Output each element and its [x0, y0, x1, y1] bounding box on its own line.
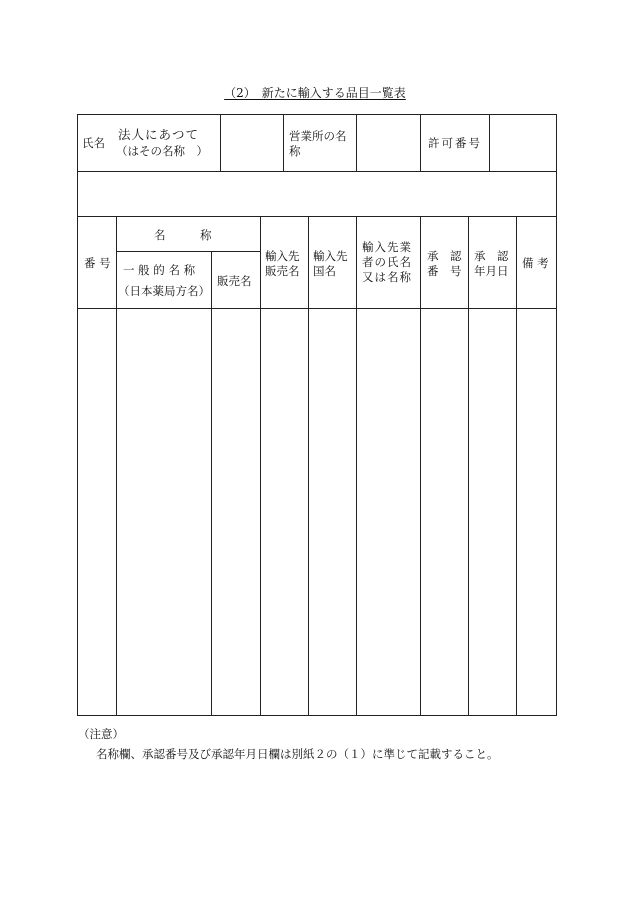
import-sales-name-header: 輸入先	[265, 249, 300, 263]
column-divider	[116, 216, 117, 716]
approval-date-header-cont: 年月日	[474, 264, 509, 278]
table-bottom-border	[77, 715, 557, 716]
page-title: （2） 新たに輸入する品目一覧表	[224, 86, 406, 100]
import-country-header-cont: 国名	[313, 264, 336, 278]
approval-number-header-cont: 番 号	[427, 264, 462, 278]
notes-heading: （注意）	[78, 727, 124, 741]
approval-date-header: 承 認	[474, 249, 509, 263]
office-name-label: 営業所の名	[289, 129, 347, 143]
column-divider	[260, 216, 261, 716]
approval-number-header: 承 認	[427, 249, 462, 263]
column-divider	[211, 251, 212, 716]
row-divider	[77, 216, 557, 217]
table-top-border	[77, 114, 557, 115]
table-left-border	[77, 114, 78, 716]
header-cell-divider	[420, 114, 421, 171]
name-group-divider	[116, 251, 260, 252]
column-divider	[308, 216, 309, 716]
notes-body: 名称欄、承認番号及び承認年月日欄は別紙２の（１）に準じて記載すること。	[96, 747, 499, 761]
importer-name-header-cont2: 又は名称	[362, 270, 412, 284]
permit-number-label: 許可番号	[428, 136, 482, 150]
general-name-subheader: （日本薬局方名）	[118, 284, 210, 298]
import-sales-name-header-cont: 販売名	[265, 264, 300, 278]
header-cell-divider	[283, 114, 284, 171]
importer-name-header-cont: 者の氏名	[362, 255, 412, 269]
sales-name-header: 販売名	[217, 274, 252, 288]
header-cell-divider	[489, 114, 490, 171]
header-bottom-border	[77, 308, 557, 309]
header-cell-divider	[356, 114, 357, 171]
corporation-label: 法人にあつて	[118, 127, 200, 142]
name-group-header: 名 称	[154, 228, 212, 242]
number-header: 番 号	[84, 256, 111, 270]
column-divider	[468, 216, 469, 716]
office-name-label-cont: 称	[289, 144, 301, 158]
remarks-header: 備 考	[522, 256, 549, 270]
importer-name-header: 輸入先業	[362, 240, 412, 254]
row-divider	[77, 171, 557, 172]
corporation-note: （はその名称 ）	[116, 144, 208, 158]
header-cell-divider	[220, 114, 221, 171]
general-name-header: 一 般 的 名 称	[123, 263, 196, 277]
column-divider	[516, 216, 517, 716]
column-divider	[420, 216, 421, 716]
column-divider	[356, 216, 357, 716]
name-label: 氏名	[82, 136, 105, 150]
table-right-border	[556, 114, 557, 716]
import-country-header: 輸入先	[313, 249, 348, 263]
